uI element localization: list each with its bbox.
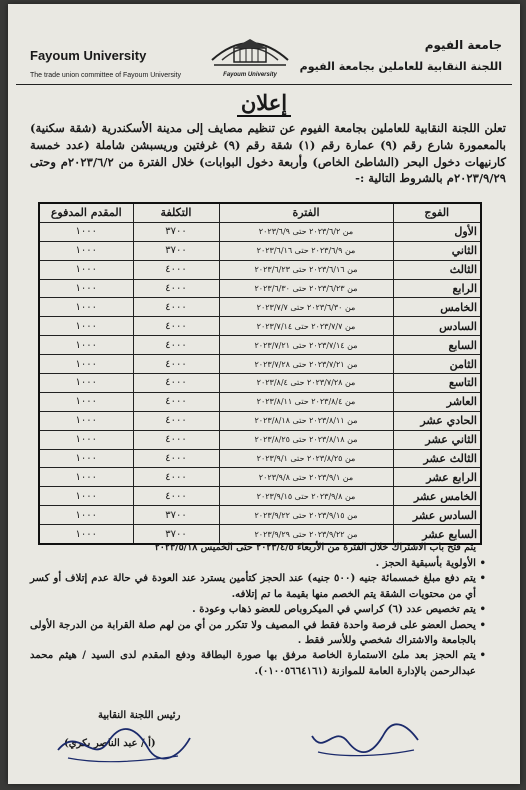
deposit-cell: ١٠٠٠ (39, 279, 133, 298)
period-cell: من ٢٠٢٣/٦/٢٣ حتى ٢٠٢٣/٦/٣٠ (219, 279, 393, 298)
cost-cell: ٤٠٠٠ (133, 279, 219, 298)
table-header-row (39, 203, 481, 222)
table-row (39, 449, 481, 468)
period-cell: من ٢٠٢٣/٧/٢٨ حتى ٢٠٢٣/٨/٤ (219, 374, 393, 393)
period-cell: من ٢٠٢٣/٧/١٤ حتى ٢٠٢٣/٧/٢١ (219, 336, 393, 355)
group-cell: السادس عشر (393, 506, 481, 525)
cost-cell: ٤٠٠٠ (133, 336, 219, 355)
cost-cell: ٣٧٠٠ (133, 222, 219, 241)
cost-cell: ٤٠٠٠ (133, 411, 219, 430)
deposit-cell: ١٠٠٠ (39, 336, 133, 355)
column-header-group: الفوج (393, 203, 481, 222)
table-row (39, 411, 481, 430)
table-row (39, 430, 481, 449)
period-cell: من ٢٠٢٣/٦/٩ حتى ٢٠٢٣/٦/١٦ (219, 241, 393, 260)
table-row (39, 336, 481, 355)
period-cell: من ٢٠٢٣/٩/٢٢ حتى ٢٠٢٣/٩/٢٩ (219, 525, 393, 544)
deposit-cell: ١٠٠٠ (39, 525, 133, 544)
arabic-letterhead (300, 38, 502, 73)
condition-item: • يتم تخصيص عدد (٦) كراسي في الميكروباص للعضو ذهاب وعودة . (30, 602, 486, 617)
period-cell: من ٢٠٢٣/٨/٢٥ حتى ٢٠٢٣/٩/١ (219, 449, 393, 468)
english-letterhead (30, 48, 181, 79)
table-row (39, 222, 481, 241)
schedule-table (38, 202, 482, 545)
deposit-cell: ١٠٠٠ (39, 392, 133, 411)
condition-item: • يتم الحجز بعد ملئ الاستمارة الخاصة مرفق بها صورة البطاقة ودفع المقدم لدى السيد / هيثم محمد عبدالرحمن بالإدارة العامة للموازنة (٠١٠٠٥٦٦٤١٦١). (30, 648, 486, 679)
column-header-cost: التكلفة (133, 203, 219, 222)
period-cell: من ٢٠٢٣/٩/٨ حتى ٢٠٢٣/٩/١٥ (219, 487, 393, 506)
cost-cell: ٤٠٠٠ (133, 260, 219, 279)
logo-caption: Fayoum University (223, 72, 277, 78)
schedule-table-container (38, 202, 480, 545)
group-cell: السابع (393, 336, 481, 355)
committee-name-en: The trade union committee of Fayoum University (30, 72, 181, 79)
deposit-cell: ١٠٠٠ (39, 241, 133, 260)
column-header-deposit: المقدم المدفوع (39, 203, 133, 222)
period-cell: من ٢٠٢٣/٨/١١ حتى ٢٠٢٣/٨/١٨ (219, 411, 393, 430)
group-cell: الأول (393, 222, 481, 241)
group-cell: الرابع عشر (393, 468, 481, 487)
period-cell: من ٢٠٢٣/٦/١٦ حتى ٢٠٢٣/٦/٢٣ (219, 260, 393, 279)
deposit-cell: ١٠٠٠ (39, 317, 133, 336)
cost-cell: ٤٠٠٠ (133, 430, 219, 449)
group-cell: السادس (393, 317, 481, 336)
signatory-title: رئيس اللجنة النقابية (98, 710, 181, 721)
deposit-cell: ١٠٠٠ (39, 487, 133, 506)
group-cell: السابع عشر (393, 525, 481, 544)
group-cell: العاشر (393, 392, 481, 411)
group-cell: الثامن (393, 355, 481, 374)
table-row (39, 374, 481, 393)
table-row (39, 487, 481, 506)
document-page (8, 4, 520, 784)
group-cell: الرابع (393, 279, 481, 298)
deposit-cell: ١٠٠٠ (39, 222, 133, 241)
table-row (39, 468, 481, 487)
conditions-list (30, 556, 496, 679)
deposit-cell: ١٠٠٠ (39, 506, 133, 525)
group-cell: الثاني عشر (393, 430, 481, 449)
group-cell: الثالث عشر (393, 449, 481, 468)
period-cell: من ٢٠٢٣/٩/١ حتى ٢٠٢٣/٩/٨ (219, 468, 393, 487)
deposit-cell: ١٠٠٠ (39, 430, 133, 449)
period-cell: من ٢٠٢٣/٧/٢١ حتى ٢٠٢٣/٧/٢٨ (219, 355, 393, 374)
group-cell: الخامس (393, 298, 481, 317)
period-cell: من ٢٠٢٣/٦/٢ حتى ٢٠٢٣/٦/٩ (219, 222, 393, 241)
column-header-period: الفترة (219, 203, 393, 222)
signatory-name: (أ / عبد الناصر بكري) (64, 738, 156, 749)
table-row (39, 241, 481, 260)
period-cell: من ٢٠٢٣/٨/٤ حتى ٢٠٢٣/٨/١١ (219, 392, 393, 411)
university-logo-icon (204, 30, 296, 78)
deposit-cell: ١٠٠٠ (39, 468, 133, 487)
group-cell: الخامس عشر (393, 487, 481, 506)
cost-cell: ٤٠٠٠ (133, 298, 219, 317)
header-divider (16, 84, 512, 85)
page-title: إعلان (8, 90, 520, 115)
cost-cell: ٣٧٠٠ (133, 241, 219, 260)
handwritten-signature-right (304, 716, 424, 764)
table-row (39, 317, 481, 336)
university-name-ar: جامعة الفيوم (424, 38, 502, 52)
table-row (39, 298, 481, 317)
cost-cell: ٣٧٠٠ (133, 525, 219, 544)
cost-cell: ٤٠٠٠ (133, 355, 219, 374)
group-cell: الثالث (393, 260, 481, 279)
period-cell: من ٢٠٢٣/٩/١٥ حتى ٢٠٢٣/٩/٢٢ (219, 506, 393, 525)
table-row (39, 506, 481, 525)
condition-item: • يحصل العضو على فرصة واحدة فقط في المصيف ولا تتكرر من أي من لهم صلة القرابة من الدرجة الأولى بالجامعة والاشتراك شخصي وللأسر فقط . (30, 618, 486, 649)
cost-cell: ٤٠٠٠ (133, 487, 219, 506)
group-cell: الثاني (393, 241, 481, 260)
deposit-cell: ١٠٠٠ (39, 355, 133, 374)
handwritten-signature-left (48, 720, 198, 770)
cost-cell: ٣٧٠٠ (133, 506, 219, 525)
committee-name-ar: اللجنة النقابية للعاملين بجامعة الفيوم (299, 60, 502, 73)
condition-item: • الأولوية بأسبقية الحجز . (30, 556, 486, 571)
group-cell: التاسع (393, 374, 481, 393)
registration-period: يتم فتح باب الاشتراك خلال الفترة من الأربعاء ٢٠٢٣/٤/٥ حتى الخميس ٢٠٢٣/٥/١٨ (154, 542, 476, 553)
table-row (39, 260, 481, 279)
table-row (39, 279, 481, 298)
table-row (39, 392, 481, 411)
deposit-cell: ١٠٠٠ (39, 449, 133, 468)
period-cell: من ٢٠٢٣/٦/٣٠ حتى ٢٠٢٣/٧/٧ (219, 298, 393, 317)
cost-cell: ٤٠٠٠ (133, 392, 219, 411)
cost-cell: ٤٠٠٠ (133, 374, 219, 393)
announcement-intro: تعلن اللجنة النقابية للعاملين بجامعة الفيوم عن تنظيم مصايف إلى مدينة الأسكندرية (شقة سكنية) بالمعمورة شارع رقم (٩) عمارة رقم (١) شقة رقم (٩) غرفتين وريسبشن شاملة (عدد خمسة كارنيهات دخول البحر (الشاطئ الخاص) وأربعة دخول البوابات) خلال الفترة من ٢٠٢٣/٦/٢م وحتى ٢٠٢٣/٩/٢٩م بالشروط التالية :- (30, 121, 506, 186)
period-cell: من ٢٠٢٣/٧/٧ حتى ٢٠٢٣/٧/١٤ (219, 317, 393, 336)
condition-item: • يتم دفع مبلغ خمسمائة جنيه (٥٠٠ جنيه) عند الحجز كتأمين يسترد عند العودة في حالة عدم إتلاف أو كسر أي من محتويات الشقة يتم الخصم منها بقيمة ما تم إتلافه. (30, 571, 486, 602)
period-cell: من ٢٠٢٣/٨/١٨ حتى ٢٠٢٣/٨/٢٥ (219, 430, 393, 449)
cost-cell: ٤٠٠٠ (133, 449, 219, 468)
cost-cell: ٤٠٠٠ (133, 317, 219, 336)
deposit-cell: ١٠٠٠ (39, 374, 133, 393)
deposit-cell: ١٠٠٠ (39, 298, 133, 317)
group-cell: الحادي عشر (393, 411, 481, 430)
university-name-en: Fayoum University (30, 48, 147, 63)
deposit-cell: ١٠٠٠ (39, 411, 133, 430)
cost-cell: ٤٠٠٠ (133, 468, 219, 487)
deposit-cell: ١٠٠٠ (39, 260, 133, 279)
table-row (39, 355, 481, 374)
